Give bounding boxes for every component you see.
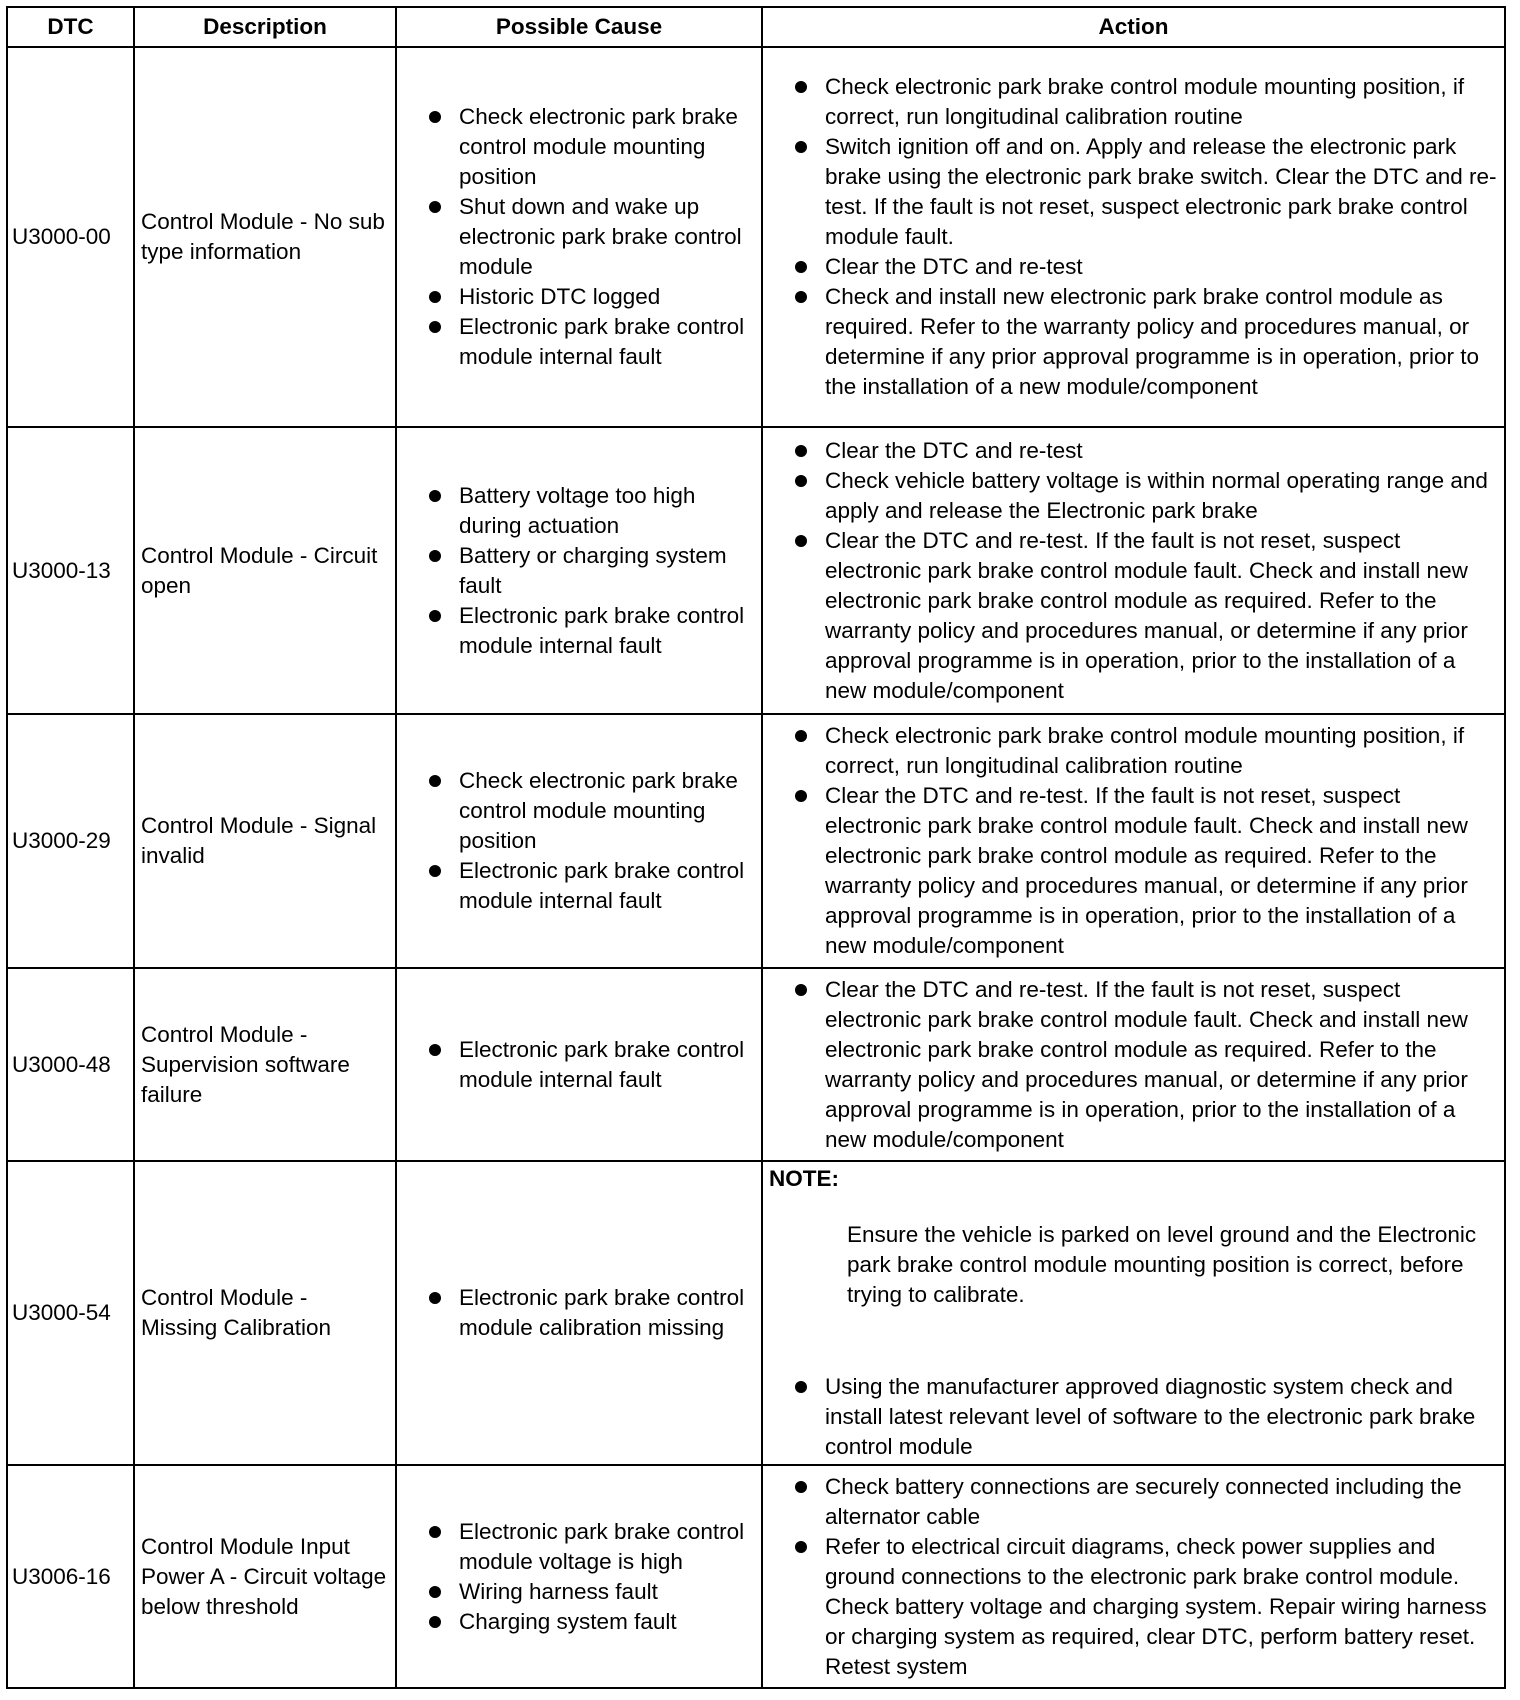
actions-list: [769, 1372, 1498, 1462]
list-item: Clear the DTC and re-test. If the fault is not reset, suspect electronic park brake control module fault. Check and install new electronic park brake control module as required. Refer to the warranty policy and procedures manual, or determine if any prior approval programme is in operation, prior to the installation of a new module/component: [795, 526, 1498, 706]
table-row: [7, 1465, 1505, 1688]
dtc-cell: U3000-13: [7, 427, 134, 714]
list-item: Electronic park brake control module calibration missing: [429, 1283, 755, 1343]
list-item: Clear the DTC and re-test: [795, 252, 1498, 282]
list-item: Electronic park brake control module voltage is high: [429, 1517, 755, 1577]
table-row: [7, 968, 1505, 1161]
actions-list: [769, 1472, 1498, 1682]
list-item: Clear the DTC and re-test. If the fault is not reset, suspect electronic park brake control module fault. Check and install new electronic park brake control module as required. Refer to the warranty policy and procedures manual, or determine if any prior approval programme is in operation, prior to the installation of a new module/component: [795, 975, 1498, 1155]
action-cell: [762, 427, 1505, 714]
cause-cell: [396, 427, 762, 714]
cause-cell: [396, 968, 762, 1161]
actions-list: [769, 975, 1498, 1155]
dtc-cell: U3000-54: [7, 1161, 134, 1465]
dtc-cell: U3000-29: [7, 714, 134, 968]
dtc-cell: U3000-48: [7, 968, 134, 1161]
cause-cell: [396, 47, 762, 427]
cause-cell: [396, 1465, 762, 1688]
header-row: [7, 7, 1505, 47]
actions-list: [769, 436, 1498, 706]
description-cell: Control Module - Supervision software failure: [134, 968, 396, 1161]
note-label: NOTE:: [769, 1166, 839, 1191]
list-item: Switch ignition off and on. Apply and release the electronic park brake using the electronic park brake switch. Clear the DTC and re-test. If the fault is not reset, suspect electronic park brake control module fault.: [795, 132, 1498, 252]
action-cell: [762, 47, 1505, 427]
list-item: Charging system fault: [429, 1607, 755, 1637]
causes-list: [403, 1035, 755, 1095]
causes-list: [403, 1283, 755, 1343]
dtc-cell: U3006-16: [7, 1465, 134, 1688]
list-item: Check and install new electronic park brake control module as required. Refer to the warranty policy and procedures manual, or determine if any prior approval programme is in operation, prior to the installation of a new module/component: [795, 282, 1498, 402]
causes-list: [403, 481, 755, 661]
list-item: Shut down and wake up electronic park brake control module: [429, 192, 755, 282]
list-item: Electronic park brake control module internal fault: [429, 1035, 755, 1095]
list-item: Check electronic park brake control module mounting position, if correct, run longitudinal calibration routine: [795, 721, 1498, 781]
list-item: Wiring harness fault: [429, 1577, 755, 1607]
causes-list: [403, 1517, 755, 1637]
description-cell: Control Module Input Power A - Circuit voltage below threshold: [134, 1465, 396, 1688]
header-description: Description: [134, 7, 396, 47]
causes-list: [403, 766, 755, 916]
table-row: [7, 714, 1505, 968]
list-item: Historic DTC logged: [429, 282, 755, 312]
header-dtc: DTC: [7, 7, 134, 47]
action-cell: [762, 714, 1505, 968]
list-item: Battery or charging system fault: [429, 541, 755, 601]
list-item: Electronic park brake control module internal fault: [429, 856, 755, 916]
list-item: Using the manufacturer approved diagnostic system check and install latest relevant level of software to the electronic park brake control module: [795, 1372, 1498, 1462]
list-item: Electronic park brake control module internal fault: [429, 312, 755, 372]
table-row: [7, 47, 1505, 427]
cause-cell: [396, 1161, 762, 1465]
list-item: Battery voltage too high during actuation: [429, 481, 755, 541]
list-item: Check vehicle battery voltage is within normal operating range and apply and release the Electronic park brake: [795, 466, 1498, 526]
action-cell: [762, 1161, 1505, 1465]
description-cell: Control Module - Signal invalid: [134, 714, 396, 968]
causes-list: [403, 102, 755, 372]
actions-list: [769, 72, 1498, 402]
list-item: Check electronic park brake control module mounting position: [429, 102, 755, 192]
header-action: Action: [762, 7, 1505, 47]
actions-list: [769, 721, 1498, 961]
dtc-cell: U3000-00: [7, 47, 134, 427]
list-item: Check battery connections are securely connected including the alternator cable: [795, 1472, 1498, 1532]
list-item: Electronic park brake control module internal fault: [429, 601, 755, 661]
dtc-table: [6, 6, 1506, 1689]
list-item: Clear the DTC and re-test: [795, 436, 1498, 466]
description-cell: Control Module - No sub type information: [134, 47, 396, 427]
description-cell: Control Module - Circuit open: [134, 427, 396, 714]
action-cell: [762, 968, 1505, 1161]
list-item: Clear the DTC and re-test. If the fault is not reset, suspect electronic park brake control module fault. Check and install new electronic park brake control module as required. Refer to the warranty policy and procedures manual, or determine if any prior approval programme is in operation, prior to the installation of a new module/component: [795, 781, 1498, 961]
list-item: Refer to electrical circuit diagrams, check power supplies and ground connections to the electronic park brake control module. Check battery voltage and charging system. Repair wiring harness or charging system as required, clear DTC, perform battery reset. Retest system: [795, 1532, 1498, 1682]
table-row: [7, 1161, 1505, 1465]
action-cell: [762, 1465, 1505, 1688]
note-text: Ensure the vehicle is parked on level ground and the Electronic park brake control module mounting position is correct, before trying to calibrate.: [847, 1222, 1477, 1307]
list-item: Check electronic park brake control module mounting position: [429, 766, 755, 856]
table-row: [7, 427, 1505, 714]
description-cell: Control Module - Missing Calibration: [134, 1161, 396, 1465]
header-possible-cause: Possible Cause: [396, 7, 762, 47]
list-item: Check electronic park brake control module mounting position, if correct, run longitudinal calibration routine: [795, 72, 1498, 132]
cause-cell: [396, 714, 762, 968]
